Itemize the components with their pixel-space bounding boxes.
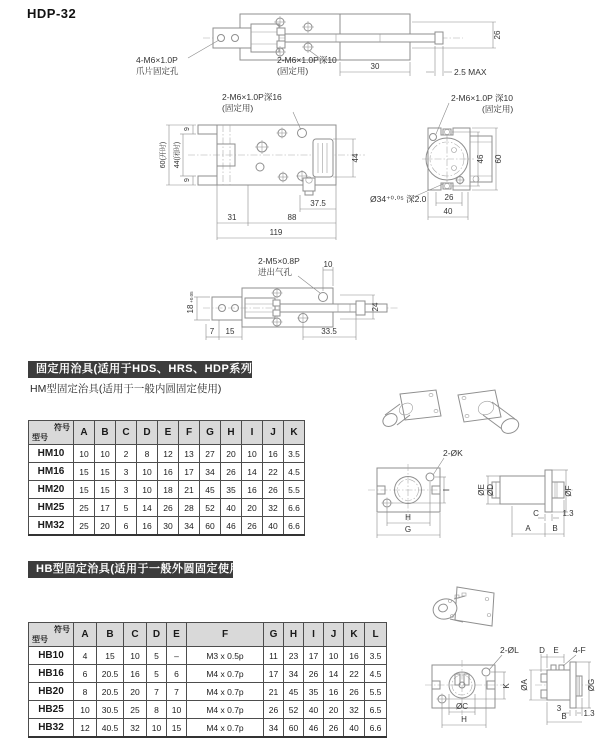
dim-88: 88 — [287, 213, 297, 222]
value-cell: 20 — [124, 683, 147, 701]
value-cell: 5.5 — [284, 481, 305, 499]
value-cell: 15 — [74, 481, 95, 499]
value-cell: 20.5 — [97, 683, 124, 701]
gripper-front-side-view-drawing — [160, 88, 603, 258]
value-cell: 32 — [344, 701, 365, 719]
value-cell: 14 — [324, 665, 344, 683]
dim-26: 26 — [493, 30, 502, 40]
label-fixing-bolts-front: 2-M6×1.0P深16 — [222, 92, 282, 102]
dim-k: K — [502, 683, 511, 689]
col-header: G — [200, 421, 221, 445]
model-cell: HM25 — [29, 499, 74, 517]
table-corner — [29, 421, 74, 445]
value-cell: 45 — [284, 683, 304, 701]
col-header: A — [74, 421, 95, 445]
value-cell: 20 — [324, 701, 344, 719]
table-row — [29, 481, 305, 499]
value-cell: 40 — [221, 499, 242, 517]
dim-3: 3 — [556, 704, 562, 713]
hb-side-view — [520, 645, 596, 725]
corner-symbol-label: 符号 — [54, 423, 70, 432]
col-header: D — [137, 421, 158, 445]
col-header: K — [344, 623, 365, 647]
dim-d: D — [539, 646, 545, 655]
value-cell: 20.5 — [97, 665, 124, 683]
hm-jig-subtitle: HM型固定治具(适用于一般内圆固定使用) — [30, 383, 222, 395]
value-cell: 40 — [304, 701, 324, 719]
col-header: K — [284, 421, 305, 445]
value-cell: 10 — [95, 445, 116, 463]
dim-h: H — [405, 513, 411, 522]
section-header-text: HB型固定治具(适用于一般外圆固定使用) — [36, 563, 246, 575]
model-cell: HB16 — [29, 665, 74, 683]
value-cell: 10 — [137, 463, 158, 481]
label-fixing-bolts-side-2: (固定用) — [482, 104, 514, 114]
dim-1-3-hb: 1.3 — [583, 709, 595, 718]
value-cell: 17 — [264, 665, 284, 683]
dim-18-tolerance: +0.05 — [189, 291, 194, 303]
dim-24: 24 — [371, 302, 380, 312]
table-row — [29, 665, 387, 683]
value-cell: 26 — [263, 481, 284, 499]
section-header-fixing-jig — [28, 361, 257, 378]
hb-front-view — [425, 645, 519, 728]
value-cell: 30 — [158, 517, 179, 536]
dim-i: I — [442, 488, 451, 492]
col-header: J — [263, 421, 284, 445]
col-header: L — [365, 623, 387, 647]
dim-of: ØF — [564, 485, 573, 497]
value-cell: 6.6 — [284, 517, 305, 536]
model-cell: HB32 — [29, 719, 74, 738]
dim-c: C — [533, 509, 539, 518]
value-cell: 15 — [167, 719, 187, 738]
value-cell: 5.5 — [365, 683, 387, 701]
corner-symbol-label: 符号 — [54, 625, 70, 634]
hm-jig-drawing — [340, 388, 603, 550]
value-cell: 52 — [200, 499, 221, 517]
col-header: H — [284, 623, 304, 647]
dim-oc: ØC — [456, 702, 468, 711]
dim-44-closed: 44(闭时) — [174, 141, 181, 169]
value-cell: 23 — [284, 647, 304, 665]
col-header: G — [264, 623, 284, 647]
value-cell: 18 — [158, 481, 179, 499]
value-cell: 30.5 — [97, 701, 124, 719]
value-cell: 34 — [179, 517, 200, 536]
value-cell: 35 — [221, 481, 242, 499]
value-cell: 26 — [344, 683, 365, 701]
value-cell: 20 — [221, 445, 242, 463]
dim-40: 40 — [443, 207, 453, 216]
value-cell: 5 — [147, 665, 167, 683]
value-cell: 6.6 — [284, 499, 305, 517]
col-header: C — [116, 421, 137, 445]
value-cell: 6 — [74, 665, 97, 683]
col-header: H — [221, 421, 242, 445]
model-cell: HB25 — [29, 701, 74, 719]
corner-model-label: 型号 — [32, 635, 48, 644]
sensor-block — [303, 177, 315, 195]
gripper-bottom-view-drawing — [170, 252, 430, 360]
label-claw-bolts: 4-M6×1.0P — [136, 55, 178, 65]
value-cell: 22 — [344, 665, 365, 683]
dim-119: 119 — [269, 228, 283, 237]
col-header: D — [147, 623, 167, 647]
value-cell: 4 — [74, 647, 97, 665]
value-cell: 16 — [124, 665, 147, 683]
value-cell: M3 x 0.5p — [187, 647, 264, 665]
value-cell: 27 — [200, 445, 221, 463]
dim-e: E — [553, 646, 559, 655]
section-header-text: 固定用治具(适用于HDS、HRS、HDP系列) — [36, 363, 257, 375]
dim-31: 31 — [227, 213, 237, 222]
table-row — [29, 701, 387, 719]
value-cell: 16 — [242, 481, 263, 499]
value-cell: 2 — [116, 445, 137, 463]
value-cell: 10 — [74, 445, 95, 463]
value-cell: 10 — [124, 647, 147, 665]
value-cell: 16 — [344, 647, 365, 665]
hb-isometric-view — [431, 587, 494, 626]
dim-b: B — [561, 712, 567, 721]
value-cell: 8 — [147, 701, 167, 719]
model-cell: HM20 — [29, 481, 74, 499]
value-cell: 6.6 — [365, 719, 387, 738]
value-cell: 17 — [95, 499, 116, 517]
front-view-geometry — [188, 125, 365, 195]
value-cell: 40 — [344, 719, 365, 738]
value-cell: 12 — [74, 719, 97, 738]
value-cell: – — [167, 647, 187, 665]
value-cell: 7 — [147, 683, 167, 701]
col-header: J — [324, 623, 344, 647]
value-cell: 15 — [95, 481, 116, 499]
label-4-f: 4-F — [573, 645, 586, 655]
col-header: I — [304, 623, 324, 647]
hb-jig-drawing — [405, 582, 603, 744]
value-cell: 25 — [74, 517, 95, 536]
value-cell: 3.5 — [284, 445, 305, 463]
value-cell: 16 — [263, 445, 284, 463]
value-cell: 14 — [137, 499, 158, 517]
value-cell: 15 — [97, 647, 124, 665]
value-cell: 3 — [116, 463, 137, 481]
dim-25max: 2.5 MAX — [454, 67, 487, 77]
value-cell: 52 — [284, 701, 304, 719]
dim-46: 46 — [476, 154, 485, 164]
hm-side-view — [477, 470, 574, 537]
value-cell: 26 — [304, 665, 324, 683]
value-cell: 34 — [264, 719, 284, 738]
page-title: HDP-32 — [27, 6, 77, 21]
value-cell: 26 — [242, 517, 263, 536]
value-cell: 40.5 — [97, 719, 124, 738]
value-cell: M4 x 0.7p — [187, 701, 264, 719]
value-cell: 10 — [324, 647, 344, 665]
col-header: E — [167, 623, 187, 647]
table-row — [29, 445, 305, 463]
col-header: A — [74, 623, 97, 647]
dim-26-side: 26 — [444, 193, 454, 202]
hm-front-view — [368, 448, 463, 538]
table-row — [29, 683, 387, 701]
model-cell: HB20 — [29, 683, 74, 701]
value-cell: 45 — [200, 481, 221, 499]
value-cell: 6.5 — [365, 701, 387, 719]
value-cell: 16 — [137, 517, 158, 536]
col-header: F — [187, 623, 264, 647]
dim-60-open: 60(开时) — [160, 141, 167, 169]
value-cell: 22 — [263, 463, 284, 481]
value-cell: 60 — [200, 517, 221, 536]
col-header: C — [124, 623, 147, 647]
value-cell: 15 — [74, 463, 95, 481]
value-cell: 5 — [147, 647, 167, 665]
value-cell: 10 — [167, 701, 187, 719]
hm-jig-table — [28, 420, 305, 536]
hb-jig-table — [28, 622, 387, 738]
dim-44: 44 — [351, 153, 360, 163]
value-cell: 25 — [74, 499, 95, 517]
dim-10: 10 — [323, 260, 333, 269]
hb-header-row — [29, 623, 387, 647]
value-cell: 10 — [137, 481, 158, 499]
value-cell: 26 — [324, 719, 344, 738]
guide-key — [443, 183, 451, 189]
value-cell: M4 x 0.7p — [187, 719, 264, 738]
label-fixing-bolts: 2-M6×1.0P深10 — [277, 55, 337, 65]
dim-18: 18 — [186, 304, 195, 314]
value-cell: 21 — [264, 683, 284, 701]
value-cell: 21 — [179, 481, 200, 499]
dim-33-5: 33.5 — [321, 327, 337, 336]
value-cell: 7 — [167, 683, 187, 701]
dim-9-top: 9 — [184, 127, 191, 131]
dim-b: B — [552, 524, 558, 533]
value-cell: 15 — [95, 463, 116, 481]
dim-oe: ØE — [477, 484, 486, 496]
value-cell: 26 — [264, 701, 284, 719]
value-cell: 16 — [158, 463, 179, 481]
label-air-port: 2-M5×0.8P — [258, 256, 300, 266]
value-cell: 46 — [221, 517, 242, 536]
value-cell: M4 x 0.7p — [187, 665, 264, 683]
value-cell: 26 — [158, 499, 179, 517]
corner-model-label: 型号 — [32, 433, 48, 442]
value-cell: 16 — [324, 683, 344, 701]
value-cell: 46 — [304, 719, 324, 738]
col-header: E — [158, 421, 179, 445]
dim-7: 7 — [209, 327, 215, 336]
col-header: I — [242, 421, 263, 445]
value-cell: 4.5 — [365, 665, 387, 683]
label-pilot-bore: Ø34⁺⁰·⁰⁵ 深2.0 — [370, 194, 427, 204]
value-cell: 11 — [264, 647, 284, 665]
value-cell: 6 — [116, 517, 137, 536]
section-header-hb-jig — [28, 561, 246, 578]
value-cell: 26 — [221, 463, 242, 481]
name-plate — [313, 139, 333, 177]
model-cell: HM10 — [29, 445, 74, 463]
dim-1-3: 1.3 — [562, 509, 574, 518]
table-row — [29, 463, 305, 481]
value-cell: 60 — [284, 719, 304, 738]
value-cell: 25 — [124, 701, 147, 719]
col-header: B — [95, 421, 116, 445]
table-row — [29, 499, 305, 517]
hm-header-row — [29, 421, 305, 445]
value-cell: 20 — [242, 499, 263, 517]
dim-9-bottom: 9 — [184, 178, 191, 182]
value-cell: 6 — [167, 665, 187, 683]
label-claw-bolts-2: 爪片固定孔 — [136, 66, 179, 76]
table-row — [29, 719, 387, 738]
table-row — [29, 517, 305, 536]
col-header: B — [97, 623, 124, 647]
table-row — [29, 647, 387, 665]
value-cell: 4.5 — [284, 463, 305, 481]
value-cell: 28 — [179, 499, 200, 517]
dim-60-side: 60 — [494, 154, 503, 164]
value-cell: 20 — [95, 517, 116, 536]
value-cell: 40 — [263, 517, 284, 536]
dim-g: G — [404, 525, 412, 534]
label-fixing-bolts-side: 2-M6×1.0P 深10 — [451, 93, 513, 103]
label-fixing-bolts-front-2: (固定用) — [222, 103, 254, 113]
value-cell: 13 — [179, 445, 200, 463]
model-cell: HM16 — [29, 463, 74, 481]
value-cell: 10 — [242, 445, 263, 463]
hm-isometric-views — [380, 390, 521, 436]
value-cell: 8 — [137, 445, 158, 463]
label-air-port-2: 进出气孔 — [258, 267, 293, 277]
value-cell: 8 — [74, 683, 97, 701]
dim-oa: ØA — [520, 679, 529, 691]
dim-15: 15 — [225, 327, 235, 336]
value-cell: M4 x 0.7p — [187, 683, 264, 701]
gripper-top-view-drawing — [128, 2, 558, 86]
dim-h: H — [461, 715, 467, 724]
value-cell: 34 — [284, 665, 304, 683]
dim-og: ØG — [587, 678, 596, 692]
model-cell: HM32 — [29, 517, 74, 536]
dim-30: 30 — [370, 62, 380, 71]
value-cell: 5 — [116, 499, 137, 517]
bottom-view-geometry — [203, 288, 398, 328]
label-2-ol: 2-ØL — [500, 645, 519, 655]
value-cell: 12 — [158, 445, 179, 463]
dim-37-5: 37.5 — [310, 199, 326, 208]
value-cell: 10 — [147, 719, 167, 738]
label-2-ok: 2-ØK — [443, 448, 463, 458]
table-corner — [29, 623, 74, 647]
top-view-geometry — [203, 14, 463, 60]
value-cell: 14 — [242, 463, 263, 481]
value-cell: 3.5 — [365, 647, 387, 665]
col-header: F — [179, 421, 200, 445]
dim-od: ØD — [486, 484, 495, 496]
value-cell: 34 — [200, 463, 221, 481]
value-cell: 17 — [304, 647, 324, 665]
value-cell: 32 — [124, 719, 147, 738]
value-cell: 3 — [116, 481, 137, 499]
dim-a: A — [525, 524, 531, 533]
value-cell: 35 — [304, 683, 324, 701]
value-cell: 17 — [179, 463, 200, 481]
value-cell: 10 — [74, 701, 97, 719]
label-fixing-bolts-2: (固定用) — [277, 66, 309, 76]
value-cell: 32 — [263, 499, 284, 517]
model-cell: HB10 — [29, 647, 74, 665]
